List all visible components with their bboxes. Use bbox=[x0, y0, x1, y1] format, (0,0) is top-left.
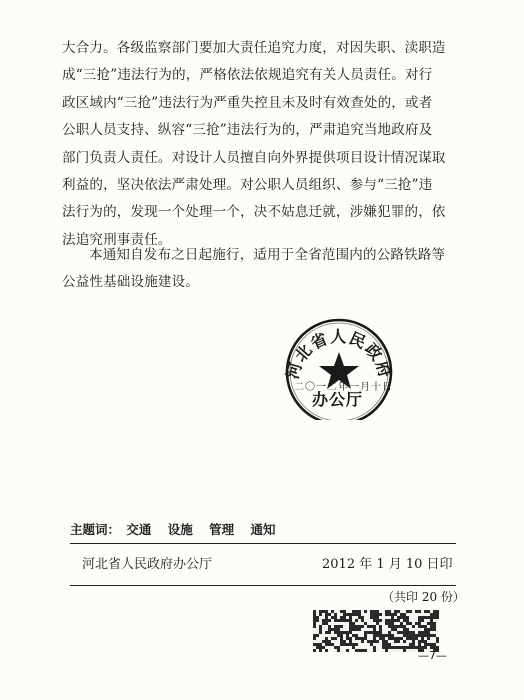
barcode-cell bbox=[406, 640, 409, 643]
barcode-cell bbox=[409, 619, 412, 622]
barcode-cell bbox=[436, 643, 439, 646]
barcode-cell bbox=[415, 613, 418, 616]
barcode-cell bbox=[343, 637, 346, 640]
barcode-cell bbox=[331, 649, 334, 652]
barcode-cell bbox=[370, 637, 373, 640]
barcode-cell bbox=[394, 643, 397, 646]
barcode-cell bbox=[403, 610, 406, 613]
barcode-cell bbox=[421, 628, 424, 631]
barcode-cell bbox=[415, 631, 418, 634]
barcode-cell bbox=[403, 637, 406, 640]
text-line: 大合力。各级监察部门要加大责任追究力度，对因失职、渎职造 bbox=[62, 40, 446, 56]
barcode-cell bbox=[367, 628, 370, 631]
barcode-cell bbox=[361, 634, 364, 637]
barcode-cell bbox=[355, 646, 358, 649]
barcode-cell bbox=[322, 649, 325, 652]
barcode-cell bbox=[382, 625, 385, 628]
barcode-cell bbox=[364, 625, 367, 628]
copies-count: （共印 20 份） bbox=[382, 590, 465, 604]
barcode-cell bbox=[358, 640, 361, 643]
barcode-cell bbox=[316, 613, 319, 616]
barcode-cell bbox=[355, 622, 358, 625]
barcode-cell bbox=[352, 619, 355, 622]
barcode-cell bbox=[328, 622, 331, 625]
barcode-cell bbox=[346, 640, 349, 643]
barcode-cell bbox=[376, 637, 379, 640]
barcode-cell bbox=[421, 643, 424, 646]
barcode-cell bbox=[397, 613, 400, 616]
barcode-cell bbox=[388, 616, 391, 619]
barcode-cell bbox=[313, 640, 316, 643]
body-paragraph-2 bbox=[62, 242, 460, 297]
barcode-cell bbox=[361, 643, 364, 646]
barcode-cell bbox=[355, 631, 358, 634]
barcode-cell bbox=[379, 622, 382, 625]
text-line: 公益性基础设施建设。 bbox=[62, 274, 199, 291]
barcode-cell bbox=[418, 613, 421, 616]
barcode-cell bbox=[412, 649, 415, 652]
barcode-cell bbox=[391, 643, 394, 646]
barcode-cell bbox=[412, 628, 415, 631]
barcode-cell bbox=[409, 625, 412, 628]
barcode-cell bbox=[316, 640, 319, 643]
barcode-cell bbox=[409, 649, 412, 652]
barcode-cell bbox=[394, 649, 397, 652]
barcode-cell bbox=[322, 631, 325, 634]
barcode-cell bbox=[367, 619, 370, 622]
barcode-cell bbox=[436, 628, 439, 631]
barcode-cell bbox=[421, 610, 424, 613]
keyword: 管理 bbox=[209, 522, 235, 537]
barcode-cell bbox=[367, 616, 370, 619]
barcode-cell bbox=[415, 643, 418, 646]
barcode-cell bbox=[358, 634, 361, 637]
barcode-cell bbox=[379, 646, 382, 649]
barcode-cell bbox=[319, 616, 322, 619]
barcode-cell bbox=[322, 616, 325, 619]
barcode-cell bbox=[340, 613, 343, 616]
signing-date: 二〇一二年一月十日 bbox=[294, 382, 393, 393]
barcode-cell bbox=[373, 622, 376, 625]
barcode-cell bbox=[325, 628, 328, 631]
barcode-cell bbox=[316, 622, 319, 625]
barcode-cell bbox=[337, 637, 340, 640]
barcode-cell bbox=[364, 646, 367, 649]
barcode-cell bbox=[313, 646, 316, 649]
barcode-cell bbox=[403, 643, 406, 646]
barcode-cell bbox=[319, 619, 322, 622]
barcode-cell bbox=[328, 634, 331, 637]
barcode-cell bbox=[382, 622, 385, 625]
barcode-cell bbox=[349, 646, 352, 649]
barcode-cell bbox=[364, 628, 367, 631]
barcode-cell bbox=[334, 622, 337, 625]
barcode-cell bbox=[328, 637, 331, 640]
barcode-cell bbox=[409, 613, 412, 616]
barcode-cell bbox=[382, 613, 385, 616]
barcode-cell bbox=[415, 625, 418, 628]
barcode-cell bbox=[436, 625, 439, 628]
barcode-cell bbox=[376, 625, 379, 628]
barcode-cell bbox=[322, 628, 325, 631]
issue-date: 2012 年 1 月 10 日印 bbox=[322, 557, 453, 572]
barcode-cell bbox=[436, 631, 439, 634]
barcode-cell bbox=[376, 646, 379, 649]
text-line: 利益的，坚决依法严肃处理。对公职人员组织、参与“三抢”违 bbox=[62, 177, 433, 194]
barcode-cell bbox=[400, 628, 403, 631]
barcode-cell bbox=[325, 625, 328, 628]
barcode-cell bbox=[352, 637, 355, 640]
svg-text:河北省人民政府: 河北省人民政府 bbox=[282, 327, 396, 381]
barcode-cell bbox=[436, 634, 439, 637]
barcode-cell bbox=[337, 622, 340, 625]
barcode-cell bbox=[367, 649, 370, 652]
barcode-cell bbox=[424, 637, 427, 640]
text-line: 法行为的，发现一个处理一个，决不姑息迁就，涉嫌犯罪的，依 bbox=[62, 204, 446, 221]
barcode-cell bbox=[379, 649, 382, 652]
page-number: —7— bbox=[418, 649, 447, 662]
barcode-cell bbox=[376, 649, 379, 652]
barcode-cell bbox=[397, 634, 400, 637]
barcode-cell bbox=[403, 622, 406, 625]
barcode-cell bbox=[409, 616, 412, 619]
barcode-cell bbox=[397, 649, 400, 652]
barcode-cell bbox=[391, 610, 394, 613]
barcode-cell bbox=[382, 616, 385, 619]
barcode-icon bbox=[313, 610, 439, 652]
barcode-cell bbox=[424, 619, 427, 622]
barcode-cell bbox=[337, 616, 340, 619]
barcode-cell bbox=[319, 640, 322, 643]
barcode-cell bbox=[382, 649, 385, 652]
barcode-cell bbox=[397, 628, 400, 631]
keyword: 交通 bbox=[126, 522, 152, 537]
barcode-cell bbox=[424, 622, 427, 625]
barcode-cell bbox=[385, 637, 388, 640]
barcode-cell bbox=[319, 637, 322, 640]
barcode-cell bbox=[364, 619, 367, 622]
signing-office: 办公厅 bbox=[312, 390, 364, 409]
barcode-cell bbox=[328, 646, 331, 649]
barcode-cell bbox=[391, 649, 394, 652]
barcode-cell bbox=[427, 613, 430, 616]
barcode-cell bbox=[430, 631, 433, 634]
barcode-cell bbox=[367, 610, 370, 613]
barcode-cell bbox=[394, 631, 397, 634]
barcode-cell bbox=[346, 622, 349, 625]
barcode-cell bbox=[322, 613, 325, 616]
barcode-cell bbox=[379, 643, 382, 646]
barcode-cell bbox=[400, 643, 403, 646]
text-line: 本通知自发布之日起施行，适用于全省范围内的公路铁路等 bbox=[89, 247, 446, 263]
barcode-cell bbox=[382, 631, 385, 634]
barcode-cell bbox=[433, 640, 436, 643]
barcode-cell bbox=[364, 613, 367, 616]
barcode-cell bbox=[361, 631, 364, 634]
barcode-cell bbox=[376, 628, 379, 631]
barcode-cell bbox=[349, 634, 352, 637]
barcode-cell bbox=[427, 619, 430, 622]
barcode-cell bbox=[328, 616, 331, 619]
barcode-cell bbox=[343, 628, 346, 631]
barcode-cell bbox=[424, 613, 427, 616]
barcode-cell bbox=[394, 622, 397, 625]
barcode-cell bbox=[346, 616, 349, 619]
barcode-cell bbox=[385, 616, 388, 619]
barcode-cell bbox=[430, 640, 433, 643]
barcode-cell bbox=[415, 619, 418, 622]
barcode-cell bbox=[358, 631, 361, 634]
barcode-cell bbox=[358, 643, 361, 646]
barcode-cell bbox=[427, 625, 430, 628]
barcode-cell bbox=[343, 646, 346, 649]
barcode-cell bbox=[406, 649, 409, 652]
barcode-cell bbox=[334, 649, 337, 652]
barcode-cell bbox=[316, 637, 319, 640]
barcode-cell bbox=[343, 622, 346, 625]
barcode-cell bbox=[382, 619, 385, 622]
barcode-cell bbox=[412, 616, 415, 619]
barcode-cell bbox=[361, 613, 364, 616]
barcode-cell bbox=[352, 616, 355, 619]
barcode-cell bbox=[433, 619, 436, 622]
barcode-cell bbox=[322, 643, 325, 646]
barcode-cell bbox=[361, 646, 364, 649]
barcode-cell bbox=[373, 643, 376, 646]
barcode-cell bbox=[415, 616, 418, 619]
barcode-cell bbox=[367, 646, 370, 649]
barcode-cell bbox=[400, 634, 403, 637]
barcode-cell bbox=[340, 646, 343, 649]
barcode-cell bbox=[358, 646, 361, 649]
barcode-cell bbox=[331, 640, 334, 643]
barcode-cell bbox=[394, 616, 397, 619]
barcode-cell bbox=[415, 628, 418, 631]
barcode-cell bbox=[379, 640, 382, 643]
barcode-cell bbox=[331, 646, 334, 649]
barcode-cell bbox=[400, 649, 403, 652]
barcode-cell bbox=[376, 643, 379, 646]
divider bbox=[70, 585, 456, 586]
keywords-label: 主题词： bbox=[70, 522, 121, 537]
barcode-cell bbox=[352, 631, 355, 634]
barcode-cell bbox=[355, 616, 358, 619]
barcode-cell bbox=[316, 649, 319, 652]
barcode-cell bbox=[343, 625, 346, 628]
barcode-cell bbox=[322, 625, 325, 628]
barcode-cell bbox=[364, 640, 367, 643]
barcode-cell bbox=[346, 625, 349, 628]
barcode-cell bbox=[316, 625, 319, 628]
barcode-cell bbox=[406, 613, 409, 616]
text-line: 成“三抢”违法行为的，严格依法依规追究有关人员责任。对行 bbox=[62, 67, 433, 84]
barcode-cell bbox=[367, 613, 370, 616]
barcode-cell bbox=[358, 619, 361, 622]
barcode-cell bbox=[418, 637, 421, 640]
barcode-cell bbox=[358, 622, 361, 625]
barcode-cell bbox=[388, 640, 391, 643]
barcode-cell bbox=[430, 610, 433, 613]
barcode-cell bbox=[391, 640, 394, 643]
barcode-cell bbox=[436, 619, 439, 622]
barcode-cell bbox=[343, 649, 346, 652]
barcode-cell bbox=[400, 619, 403, 622]
barcode-cell bbox=[340, 622, 343, 625]
keyword: 通知 bbox=[250, 522, 276, 537]
barcode-cell bbox=[379, 610, 382, 613]
barcode-cell bbox=[334, 610, 337, 613]
barcode-cell bbox=[391, 631, 394, 634]
barcode-cell bbox=[316, 610, 319, 613]
barcode-cell bbox=[406, 625, 409, 628]
barcode-cell bbox=[331, 622, 334, 625]
text-line: 政区域内“三抢”违法行为严重失控且未及时有效查处的，或者 bbox=[62, 94, 433, 111]
barcode-cell bbox=[331, 613, 334, 616]
barcode-cell bbox=[325, 634, 328, 637]
barcode-cell bbox=[382, 610, 385, 613]
keyword: 设施 bbox=[167, 522, 193, 537]
barcode-cell bbox=[361, 628, 364, 631]
barcode-cell bbox=[337, 610, 340, 613]
barcode-cell bbox=[400, 640, 403, 643]
barcode-cell bbox=[355, 640, 358, 643]
subject-keywords bbox=[70, 520, 288, 538]
barcode-cell bbox=[430, 637, 433, 640]
barcode-cell bbox=[337, 640, 340, 643]
barcode-cell bbox=[349, 649, 352, 652]
issuer-name: 河北省人民政府办公厅 bbox=[82, 557, 213, 572]
barcode-cell bbox=[367, 634, 370, 637]
barcode-cell bbox=[400, 610, 403, 613]
barcode-cell bbox=[388, 649, 391, 652]
barcode-cell bbox=[367, 622, 370, 625]
barcode-cell bbox=[313, 631, 316, 634]
barcode-cell bbox=[334, 634, 337, 637]
barcode-cell bbox=[397, 622, 400, 625]
barcode-cell bbox=[370, 634, 373, 637]
barcode-cell bbox=[427, 640, 430, 643]
barcode-cell bbox=[331, 619, 334, 622]
barcode-cell bbox=[421, 622, 424, 625]
barcode-cell bbox=[340, 628, 343, 631]
text-line: 法追究刑事责任。 bbox=[62, 231, 172, 248]
barcode-cell bbox=[349, 610, 352, 613]
barcode-cell bbox=[367, 643, 370, 646]
barcode-cell bbox=[409, 628, 412, 631]
text-line: 公职人员支持、纵容“三抢”违法行为的，严肃追究当地政府及 bbox=[62, 122, 433, 139]
barcode-cell bbox=[346, 628, 349, 631]
barcode-cell bbox=[331, 625, 334, 628]
barcode-cell bbox=[412, 619, 415, 622]
barcode-cell bbox=[433, 631, 436, 634]
barcode-cell bbox=[385, 625, 388, 628]
barcode-cell bbox=[361, 622, 364, 625]
barcode-cell bbox=[394, 634, 397, 637]
barcode-cell bbox=[352, 649, 355, 652]
barcode-cell bbox=[385, 631, 388, 634]
barcode-cell bbox=[370, 628, 373, 631]
barcode-cell bbox=[397, 643, 400, 646]
barcode-cell bbox=[313, 628, 316, 631]
barcode-cell bbox=[364, 643, 367, 646]
barcode-cell bbox=[367, 637, 370, 640]
barcode-cell bbox=[319, 622, 322, 625]
barcode-cell bbox=[316, 628, 319, 631]
barcode-cell bbox=[433, 637, 436, 640]
barcode-cell bbox=[346, 646, 349, 649]
barcode-cell bbox=[352, 640, 355, 643]
text-line: 部门负责人责任。对设计人员擅自向外界提供项目设计情况谋取 bbox=[62, 149, 446, 166]
barcode-cell bbox=[325, 646, 328, 649]
barcode-cell bbox=[370, 646, 373, 649]
barcode-cell bbox=[412, 613, 415, 616]
barcode-cell bbox=[331, 634, 334, 637]
barcode-cell bbox=[382, 628, 385, 631]
barcode-cell bbox=[421, 613, 424, 616]
barcode-cell bbox=[322, 637, 325, 640]
barcode-cell bbox=[337, 613, 340, 616]
barcode-cell bbox=[316, 631, 319, 634]
barcode-cell bbox=[331, 631, 334, 634]
barcode-cell bbox=[370, 649, 373, 652]
barcode-cell bbox=[406, 643, 409, 646]
barcode-cell bbox=[379, 616, 382, 619]
barcode-cell bbox=[334, 643, 337, 646]
divider bbox=[70, 543, 456, 544]
barcode-cell bbox=[346, 610, 349, 613]
barcode-cell bbox=[322, 634, 325, 637]
barcode-cell bbox=[370, 622, 373, 625]
barcode-cell bbox=[436, 622, 439, 625]
barcode-cell bbox=[409, 640, 412, 643]
barcode-cell bbox=[319, 634, 322, 637]
barcode-cell bbox=[343, 634, 346, 637]
barcode-cell bbox=[334, 640, 337, 643]
barcode-cell bbox=[415, 640, 418, 643]
body-paragraph-1 bbox=[62, 35, 460, 254]
barcode-cell bbox=[337, 643, 340, 646]
barcode-cell bbox=[370, 619, 373, 622]
barcode-cell bbox=[412, 610, 415, 613]
barcode-cell bbox=[361, 610, 364, 613]
barcode-cell bbox=[418, 628, 421, 631]
barcode-cell bbox=[385, 628, 388, 631]
barcode-cell bbox=[328, 610, 331, 613]
barcode-cell bbox=[364, 616, 367, 619]
barcode-cell bbox=[340, 649, 343, 652]
barcode-cell bbox=[412, 622, 415, 625]
barcode-cell bbox=[388, 628, 391, 631]
barcode-cell bbox=[328, 649, 331, 652]
